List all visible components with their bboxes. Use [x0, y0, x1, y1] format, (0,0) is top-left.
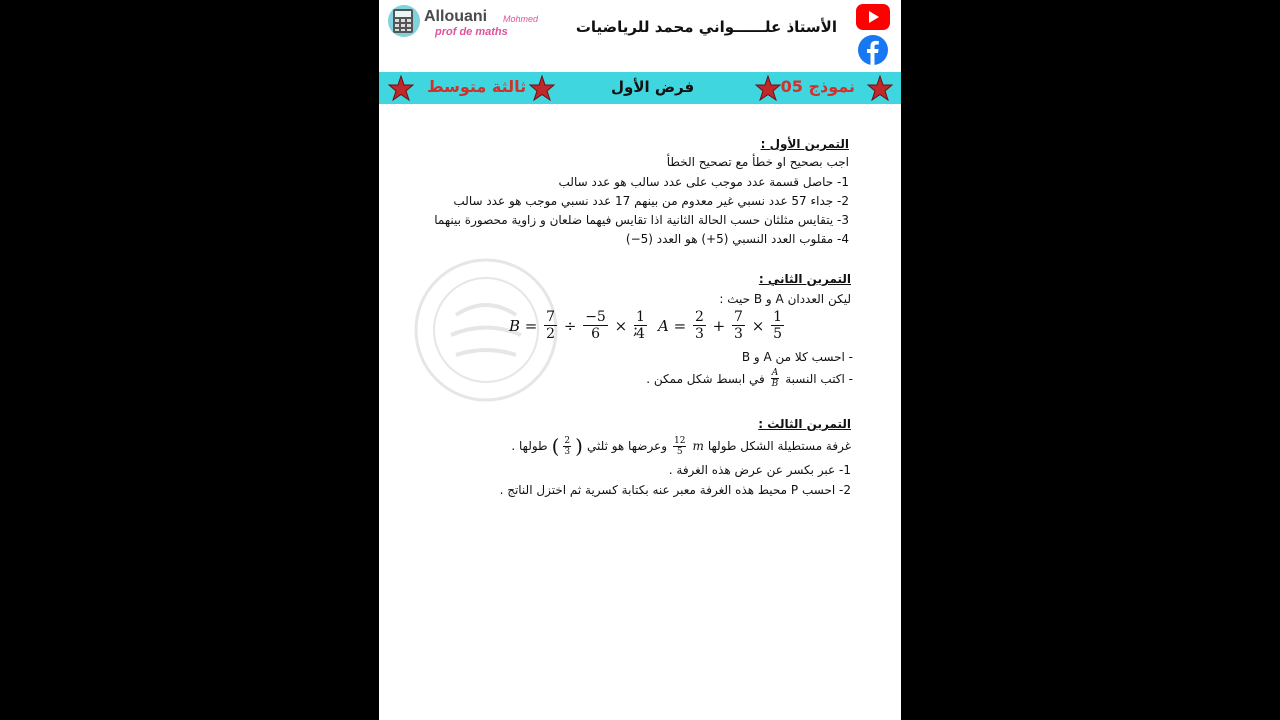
exercise-2-intro: ليكن العددان A و B حيث :	[719, 292, 851, 306]
equation-a: A = $\frac{2}{3}$ + $\frac{7}{3}$ × $\frac{1}{5}$	[658, 309, 782, 342]
fraction: $\frac{1}{5}$	[773, 309, 782, 342]
exercise-3-item: 2- احسب P محيط هذه الغرفة معبر عنه بكتابة كسرية ثم اختزل الناتج .	[499, 483, 851, 497]
title-banner	[379, 72, 901, 104]
test-title: فرض الأول	[611, 78, 695, 96]
exercise-1-item: 4- مقلوب العدد النسبي (5+) هو العدد (5−)	[625, 232, 849, 246]
exercise-3-title: التمرين الثالث :	[758, 417, 851, 431]
star-icon	[867, 75, 893, 101]
grade-level: ثالثة متوسط	[427, 77, 527, 96]
fraction: $\frac{7}{3}$	[734, 309, 743, 342]
exercise-1-intro: اجب بصحيح او خطأ مع تصحيح الخطأ	[666, 155, 849, 169]
worksheet-page	[379, 0, 901, 720]
exercise-1-item: 3- يتقايس مثلثان حسب الحالة الثانية اذا تقايس فيهما ضلعان و زاوية محصورة بينهما	[434, 213, 849, 227]
exercise-2-question-1: - احسب كلا من A و B	[741, 350, 853, 364]
equation-b: B = $\frac{7}{2}$ ÷ $\frac{-5}{6}$ × $\frac{1}{4}$	[509, 309, 645, 342]
variable-a: A	[658, 316, 669, 335]
brand-name: Allouani	[424, 8, 488, 25]
fraction: $\frac{7}{2}$	[546, 309, 556, 342]
equation-separator: ;	[633, 320, 639, 338]
exercise-1-item: 2- جداء 57 عدد نسبي غير معدوم من بينهم 17 عدد نسبي موجب هو عدد سالب	[453, 194, 849, 208]
model-number: نموذج 05	[780, 77, 855, 96]
youtube-icon[interactable]	[856, 4, 890, 30]
fraction: $\frac{1}{4}$	[635, 309, 645, 342]
ratio-fraction: $\frac{2}{3}$	[564, 435, 571, 457]
facebook-icon[interactable]	[858, 35, 888, 65]
variable-b: B	[509, 316, 521, 335]
exercise-1-title: التمرين الأول :	[760, 137, 849, 151]
ratio-fraction: $\frac{A}{B}$	[771, 368, 779, 389]
length-fraction: $\frac{12}{5}$	[674, 435, 686, 457]
fraction: $\frac{2}{3}$	[694, 309, 704, 342]
exercise-2-title: التمرين الثاني :	[758, 272, 851, 286]
star-icon	[755, 75, 781, 101]
teacher-title: الأستاذ علــــــواني محمد للرياضيات	[575, 18, 837, 36]
exercise-3-item: 1- عبر بكسر عن عرض هذه الغرفة .	[668, 463, 851, 477]
exercise-2-question-2: - اكتب النسبة $\frac{A}{B}$ في ابسط شكل ممكن .	[646, 368, 853, 389]
exercise-3-statement: غرفة مستطيلة الشكل طولها m $\frac{12}{5}$ وعرضها هو ثلثي ( $\frac{2}{3}$ ) طولها .	[511, 434, 851, 458]
star-icon	[388, 75, 414, 101]
calculator-logo-icon	[387, 4, 421, 38]
exercise-1-item: 1- حاصل قسمة عدد موجب على عدد سالب هو عدد سالب	[558, 175, 849, 189]
brand-subtitle-name: Mohmed	[503, 14, 539, 24]
star-icon	[529, 75, 555, 101]
brand-subtitle-role: prof de maths	[435, 26, 508, 38]
fraction: $\frac{-5}{6}$	[585, 309, 606, 342]
